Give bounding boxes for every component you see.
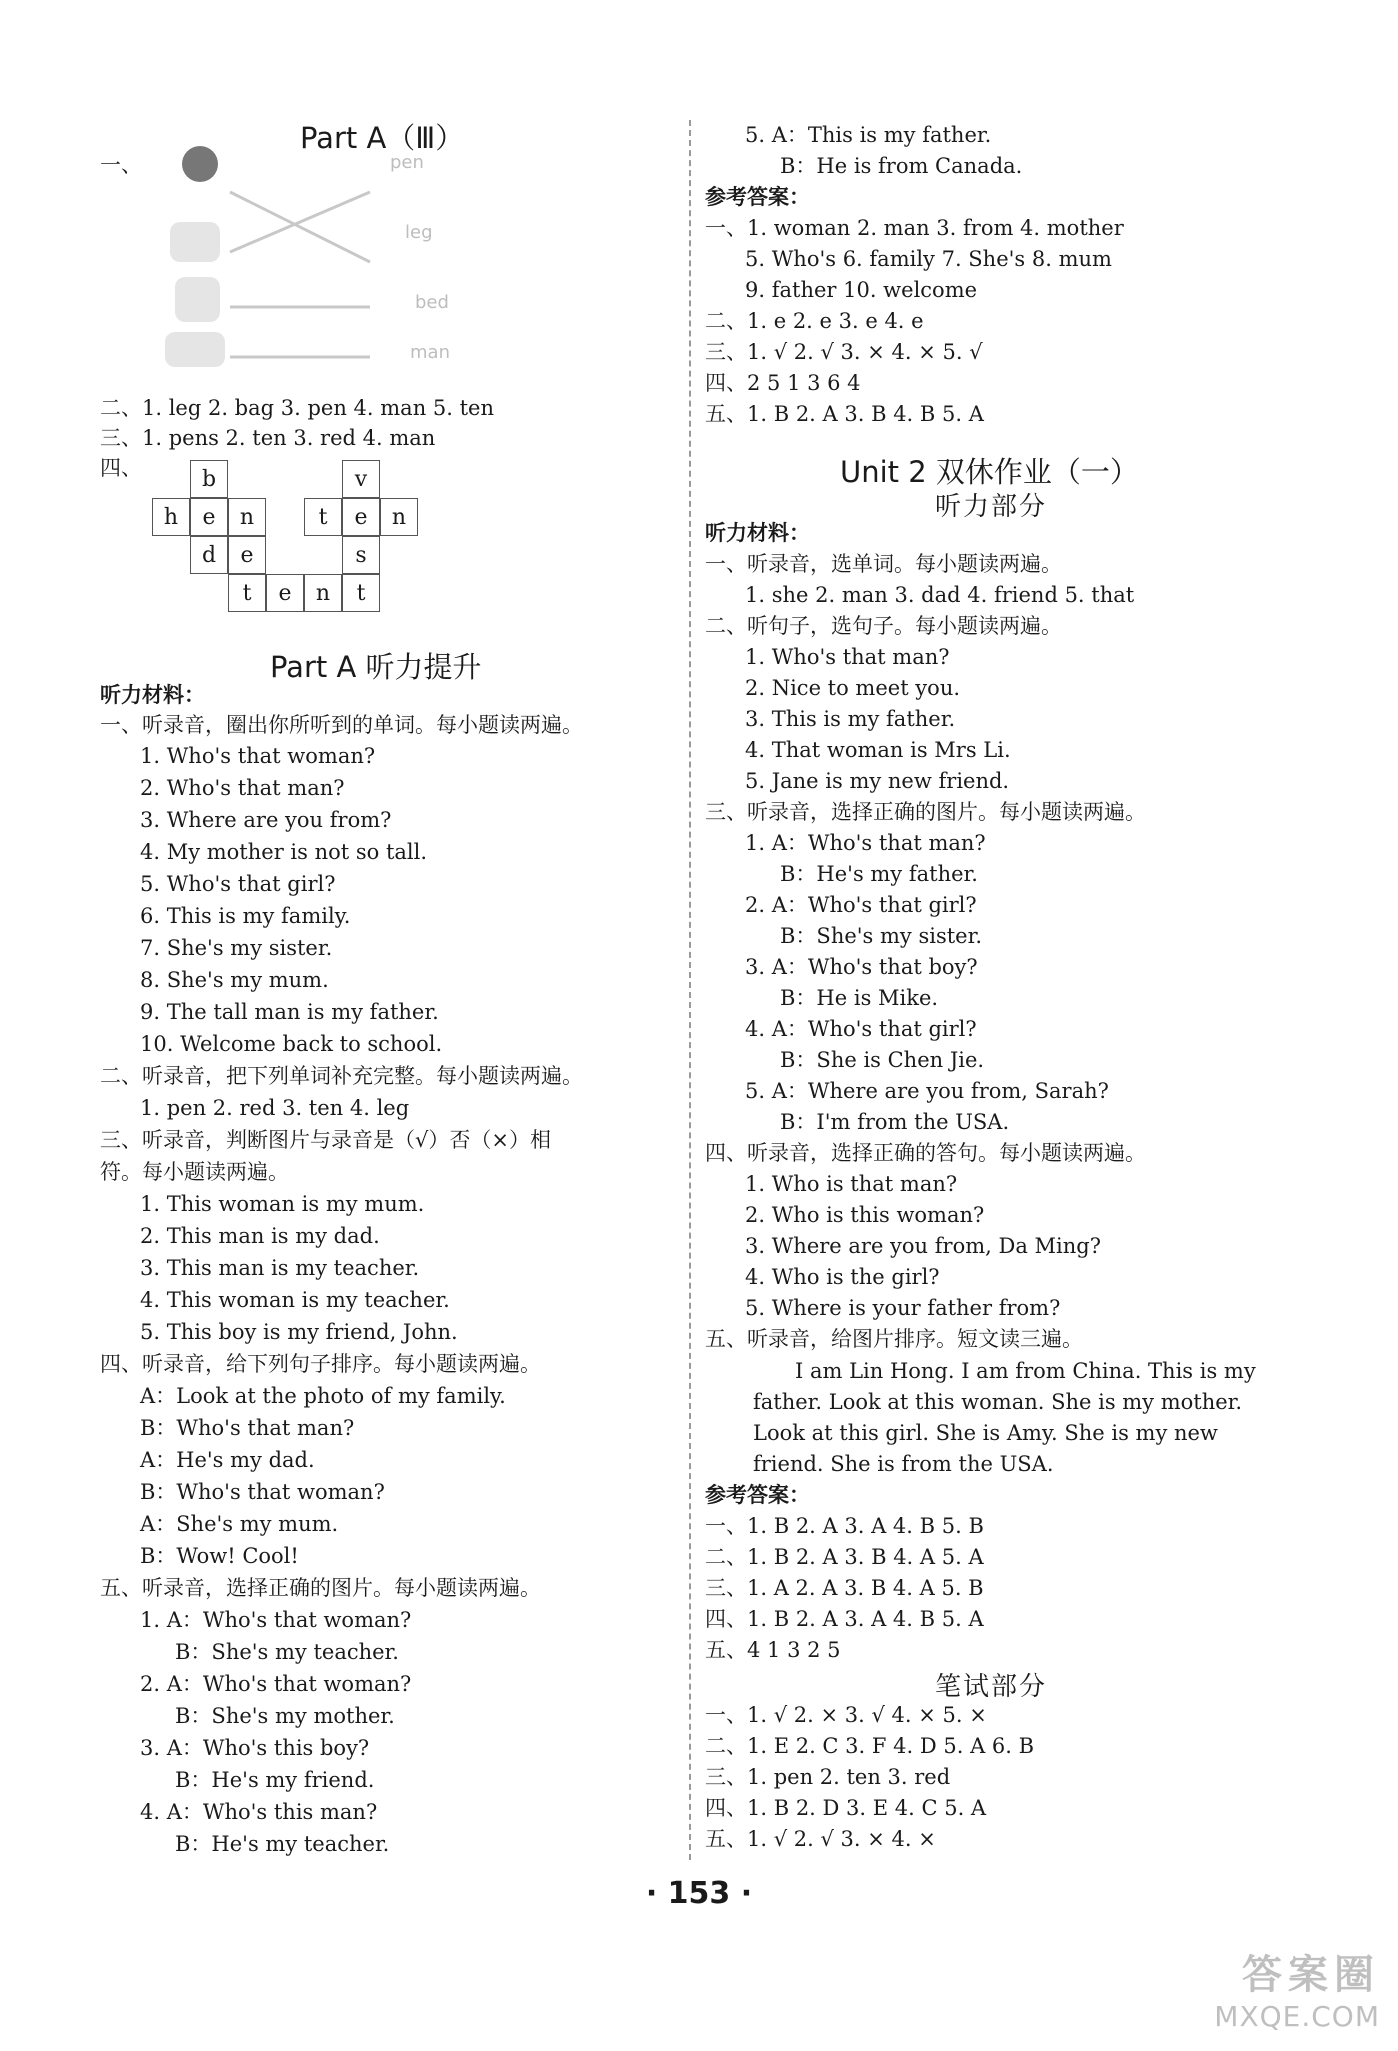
- unit2-title: Unit 2 双休作业（一）: [840, 455, 1139, 489]
- answer-line: 四、1. B 2. D 3. E 4. C 5. A: [705, 1796, 987, 1820]
- dialogue-line: A：She's my mum.: [140, 1512, 339, 1536]
- grid-cell: n: [380, 498, 418, 536]
- answer-line: 五、1. √ 2. √ 3. × 4. ×: [705, 1827, 936, 1851]
- section-heading: 五、听录音，选择正确的图片。每小题读两遍。: [100, 1576, 541, 1600]
- grid-cell: e: [266, 574, 304, 612]
- dialogue-line: A：Look at the photo of my family.: [140, 1384, 506, 1408]
- dialogue-line: 3. A：Who's this boy?: [140, 1736, 370, 1760]
- answer-line: 三、1. A 2. A 3. B 4. A 5. B: [705, 1576, 984, 1600]
- dialogue-line: 1. A：Who's that man?: [745, 831, 986, 855]
- section-heading-continued: 符。每小题读两遍。: [100, 1160, 289, 1184]
- list-item: 9. The tall man is my father.: [140, 1000, 439, 1024]
- answer-line: 一、1. woman 2. man 3. from 4. mother: [705, 216, 1124, 240]
- section-heading: 四、听录音，选择正确的答句。每小题读两遍。: [705, 1141, 1146, 1165]
- answer-line: 5. Who's 6. family 7. She's 8. mum: [745, 247, 1112, 271]
- answers-label: 参考答案：: [705, 184, 810, 209]
- materials-label: 听力材料：: [705, 520, 810, 545]
- passage-line: father. Look at this woman. She is my mother.: [753, 1390, 1243, 1414]
- list-item: 4. Who is the girl?: [745, 1265, 940, 1289]
- list-item: 1. she 2. man 3. dad 4. friend 5. that: [745, 583, 1135, 607]
- grid-cell: b: [190, 460, 228, 498]
- list-item: 5. Jane is my new friend.: [745, 769, 1010, 793]
- dialogue-line: B：He's my father.: [780, 862, 978, 886]
- listening-part-title: 听力部分: [935, 492, 1048, 522]
- word-tag-3: bed: [415, 292, 449, 313]
- list-item: 2. Who's that man?: [140, 776, 345, 800]
- answer-line: 二、1. e 2. e 3. e 4. e: [705, 309, 924, 333]
- list-item: 3. Where are you from, Da Ming?: [745, 1234, 1101, 1258]
- grid-cell: t: [342, 574, 380, 612]
- dialogue-line: 5. A：This is my father.: [745, 123, 992, 147]
- page-number: · 153 ·: [645, 1876, 753, 1911]
- dialogue-line: B：He is Mike.: [780, 986, 939, 1010]
- list-item: 1. pen 2. red 3. ten 4. leg: [140, 1096, 410, 1120]
- question-3-answers: 三、1. pens 2. ten 3. red 4. man: [100, 426, 436, 450]
- list-item: 3. This is my father.: [745, 707, 956, 731]
- dialogue-line: 2. A：Who's that woman?: [140, 1672, 412, 1696]
- answer-line: 9. father 10. welcome: [745, 278, 978, 302]
- answer-line: 五、4 1 3 2 5: [705, 1638, 841, 1662]
- list-item: 5. Who's that girl?: [140, 872, 336, 896]
- section-heading: 四、听录音，给下列句子排序。每小题读两遍。: [100, 1352, 541, 1376]
- word-tag-2: leg: [405, 222, 433, 243]
- matching-pictures: [160, 142, 480, 372]
- part-a-listening-title: Part A 听力提升: [270, 650, 482, 684]
- list-item: 1. Who is that man?: [745, 1172, 958, 1196]
- column-divider: [689, 120, 691, 1860]
- dialogue-line: 2. A：Who's that girl?: [745, 893, 977, 917]
- grid-cell: v: [342, 460, 380, 498]
- section-heading: 一、听录音，圈出你所听到的单词。每小题读两遍。: [100, 713, 583, 737]
- passage-line: friend. She is from the USA.: [753, 1452, 1054, 1476]
- dialogue-line: B：She's my teacher.: [175, 1640, 399, 1664]
- grid-cell: h: [152, 498, 190, 536]
- question-1-label: 一、: [100, 153, 142, 177]
- answer-line: 五、1. B 2. A 3. B 4. B 5. A: [705, 402, 984, 426]
- passage-line: Look at this girl. She is Amy. She is my new: [753, 1421, 1218, 1445]
- watermark-url: MXQE.COM: [1214, 2000, 1380, 2033]
- list-item: 1. This woman is my mum.: [140, 1192, 425, 1216]
- watermark: [1214, 1943, 1380, 2033]
- word-tag-4: man: [410, 342, 450, 363]
- dialogue-line: A：He's my dad.: [140, 1448, 315, 1472]
- grid-cell: t: [304, 498, 342, 536]
- section-heading: 二、听句子，选句子。每小题读两遍。: [705, 614, 1062, 638]
- dialogue-line: B：He's my teacher.: [175, 1832, 390, 1856]
- section-heading: 二、听录音，把下列单词补充完整。每小题读两遍。: [100, 1064, 583, 1088]
- materials-label: 听力材料：: [100, 682, 205, 707]
- dialogue-line: B：She is Chen Jie.: [780, 1048, 985, 1072]
- dialogue-line: B：Who's that woman?: [140, 1480, 385, 1504]
- grid-cell: s: [342, 536, 380, 574]
- grid-cell: t: [228, 574, 266, 612]
- list-item: 2. This man is my dad.: [140, 1224, 380, 1248]
- dialogue-line: B：I'm from the USA.: [780, 1110, 1010, 1134]
- dialogue-line: 4. A：Who's this man?: [140, 1800, 378, 1824]
- written-part-title: 笔试部分: [935, 1672, 1048, 1702]
- dialogue-line: 5. A：Where are you from, Sarah?: [745, 1079, 1109, 1103]
- section-heading: 五、听录音，给图片排序。短文读三遍。: [705, 1327, 1083, 1351]
- dialogue-line: B：He's my friend.: [175, 1768, 375, 1792]
- question-2-answers: 二、1. leg 2. bag 3. pen 4. man 5. ten: [100, 396, 494, 420]
- list-item: 1. Who's that man?: [745, 645, 950, 669]
- list-item: 2. Who is this woman?: [745, 1203, 985, 1227]
- dialogue-line: B：She's my sister.: [780, 924, 982, 948]
- answer-line: 四、1. B 2. A 3. A 4. B 5. A: [705, 1607, 984, 1631]
- list-item: 5. Where is your father from?: [745, 1296, 1061, 1320]
- list-item: 2. Nice to meet you.: [745, 676, 961, 700]
- grid-cell: e: [190, 498, 228, 536]
- head-picture-icon: [182, 146, 218, 182]
- list-item: 1. Who's that woman?: [140, 744, 376, 768]
- grid-cell: n: [304, 574, 342, 612]
- list-item: 4. This woman is my teacher.: [140, 1288, 450, 1312]
- answer-line: 一、1. B 2. A 3. A 4. B 5. B: [705, 1514, 984, 1538]
- word-tag-1: pen: [390, 152, 424, 173]
- picture-4: [165, 332, 225, 367]
- dialogue-line: 4. A：Who's that girl?: [745, 1017, 977, 1041]
- dialogue-line: B：He is from Canada.: [780, 154, 1023, 178]
- answer-line: 四、2 5 1 3 6 4: [705, 371, 861, 395]
- list-item: 8. She's my mum.: [140, 968, 329, 992]
- section-heading: 三、听录音，选择正确的图片。每小题读两遍。: [705, 800, 1146, 824]
- list-item: 6. This is my family.: [140, 904, 351, 928]
- picture-2: [170, 222, 220, 262]
- grid-cell: n: [228, 498, 266, 536]
- picture-3: [175, 277, 220, 322]
- list-item: 5. This boy is my friend, John.: [140, 1320, 458, 1344]
- list-item: 3. Where are you from?: [140, 808, 392, 832]
- answer-line: 一、1. √ 2. × 3. √ 4. × 5. ×: [705, 1703, 987, 1727]
- grid-cell: d: [190, 536, 228, 574]
- passage-line: I am Lin Hong. I am from China. This is my: [795, 1359, 1256, 1383]
- answers-label: 参考答案：: [705, 1482, 810, 1507]
- list-item: 7. She's my sister.: [140, 936, 333, 960]
- dialogue-line: 3. A：Who's that boy?: [745, 955, 978, 979]
- dialogue-line: B：Wow! Cool!: [140, 1544, 299, 1568]
- watermark-logo: 答案圈: [1242, 1952, 1380, 1998]
- answer-line: 三、1. pen 2. ten 3. red: [705, 1765, 951, 1789]
- dialogue-line: B：Who's that man?: [140, 1416, 355, 1440]
- answer-line: 三、1. √ 2. √ 3. × 4. × 5. √: [705, 340, 983, 364]
- dialogue-line: B：She's my mother.: [175, 1704, 395, 1728]
- grid-cell: e: [342, 498, 380, 536]
- question-4-label: 四、: [100, 456, 142, 480]
- list-item: 3. This man is my teacher.: [140, 1256, 420, 1280]
- answer-line: 二、1. E 2. C 3. F 4. D 5. A 6. B: [705, 1734, 1035, 1758]
- section-heading: 一、听录音，选单词。每小题读两遍。: [705, 552, 1062, 576]
- grid-cell: e: [228, 536, 266, 574]
- list-item: 4. My mother is not so tall.: [140, 840, 428, 864]
- list-item: 10. Welcome back to school.: [140, 1032, 443, 1056]
- answer-line: 二、1. B 2. A 3. B 4. A 5. A: [705, 1545, 984, 1569]
- dialogue-line: 1. A：Who's that woman?: [140, 1608, 412, 1632]
- part-a3-title: Part A（Ⅲ）: [300, 121, 465, 155]
- section-heading: 三、听录音，判断图片与录音是（√）否（×）相: [100, 1128, 551, 1152]
- list-item: 4. That woman is Mrs Li.: [745, 738, 1011, 762]
